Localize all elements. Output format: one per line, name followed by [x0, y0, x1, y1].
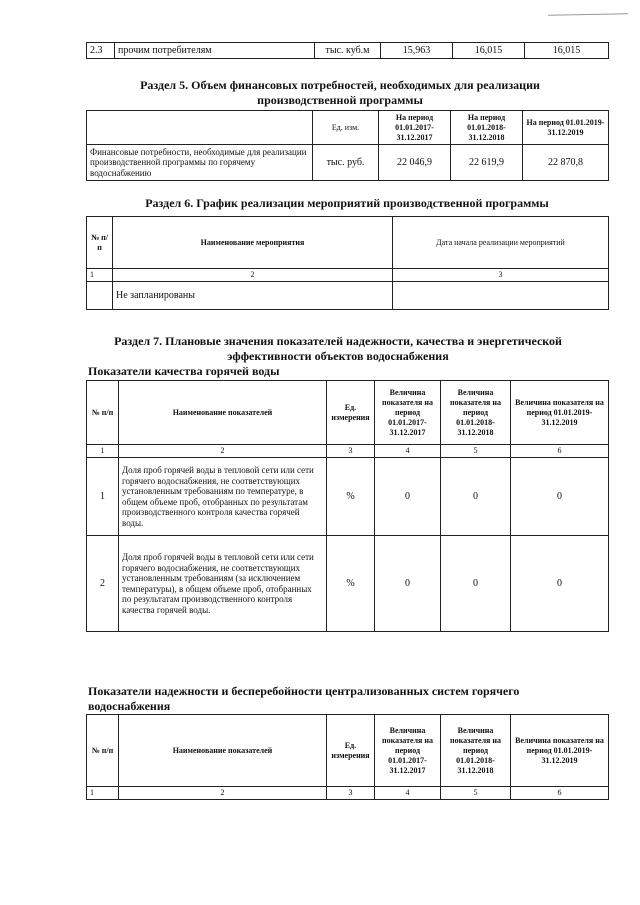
section5-title: Раздел 5. Объем финансовых потребностей, необходимых для реализации производственной программы [140, 78, 540, 107]
header-cell: № п/п [87, 715, 119, 787]
row-value-2017: 22 046,9 [379, 145, 451, 181]
row-unit: тыс. руб. [313, 145, 379, 181]
section6-title: Раздел 6. График реализации мероприятий производственной программы [145, 196, 549, 210]
row-unit: тыс. куб.м [315, 43, 381, 59]
index-cell: 4 [375, 445, 441, 458]
index-cell: 6 [511, 787, 609, 800]
row-number: 2.3 [87, 43, 115, 59]
row-number: 2 [87, 536, 119, 632]
section7-subtitle: Показатели качества горячей воды [88, 364, 280, 378]
header-cell: Величина показателя на период 01.01.2019-31.12.2019 [511, 381, 609, 445]
header-cell: Величина показателя на период 01.01.2018-31.12.2018 [441, 381, 511, 445]
table-row [87, 145, 609, 181]
header-cell: Наименование показателей [119, 381, 327, 445]
section6-table [86, 216, 609, 310]
header-cell: Величина показателя на период 01.01.2019-31.12.2019 [511, 715, 609, 787]
header-cell: № п/п [87, 381, 119, 445]
table-header-row [87, 715, 609, 787]
row-unit: % [327, 536, 375, 632]
section8-table [86, 714, 609, 800]
index-cell: 5 [441, 787, 511, 800]
index-cell: 1 [87, 445, 119, 458]
row-value-2018: 22 619,9 [451, 145, 523, 181]
section8-subtitle: Показатели надежности и бесперебойности централизованных систем горячего водоснабжения [88, 684, 520, 713]
row-name: Финансовые потребности, необходимые для реализации производственной программы по горячему водоснабжению [87, 145, 313, 181]
header-cell: Ед. измерения [327, 715, 375, 787]
header-cell: Величина показателя на период 01.01.2017-31.12.2017 [375, 381, 441, 445]
section7-title: Раздел 7. Плановые значения показателей надежности, качества и энергетической эффективности объектов водоснабжения [114, 334, 562, 363]
index-cell: 4 [375, 787, 441, 800]
row-value-2019: 16,015 [525, 43, 609, 59]
table-header-row [87, 381, 609, 445]
row-value-2017: 0 [375, 458, 441, 536]
header-cell: На период 01.01.2018-31.12.2018 [451, 111, 523, 145]
top-table [86, 42, 609, 59]
index-cell: 3 [327, 445, 375, 458]
table-header-row [87, 217, 609, 269]
index-row [87, 445, 609, 458]
header-cell: Наименование мероприятия [113, 217, 393, 269]
row-number: 1 [87, 458, 119, 536]
row-value-2019: 0 [511, 536, 609, 632]
table-row [87, 536, 609, 632]
header-cell: № п/п [87, 217, 113, 269]
index-cell: 3 [393, 269, 609, 282]
index-cell: 2 [119, 445, 327, 458]
row-value-2017: 15,963 [381, 43, 453, 59]
row-value-2019: 22 870,8 [523, 145, 609, 181]
index-cell: 1 [87, 269, 113, 282]
table-row [87, 458, 609, 536]
row-value-2018: 0 [441, 458, 511, 536]
row-date [393, 282, 609, 310]
index-row [87, 787, 609, 800]
header-cell: Наименование показателей [119, 715, 327, 787]
row-value-2017: 0 [375, 536, 441, 632]
index-row [87, 269, 609, 282]
row-value-2018: 0 [441, 536, 511, 632]
header-cell: Величина показателя на период 01.01.2017-31.12.2017 [375, 715, 441, 787]
table-row [87, 282, 609, 310]
row-name: прочим потребителям [115, 43, 315, 59]
header-cell: На период 01.01.2019-31.12.2019 [523, 111, 609, 145]
index-cell: 2 [113, 269, 393, 282]
header-cell: Ед. измерения [327, 381, 375, 445]
row-name: Доля проб горячей воды в тепловой сети или сети горячего водоснабжения, не соответствующих установленным требованиям по температуре, в общем объеме проб, отобранных по результатам производственного контроля качества горячей воды. [119, 458, 327, 536]
header-cell: Величина показателя на период 01.01.2018-31.12.2018 [441, 715, 511, 787]
row-unit: % [327, 458, 375, 536]
header-cell [87, 111, 313, 145]
row-name: Не запланированы [113, 282, 393, 310]
section7-table [86, 380, 609, 632]
index-cell: 3 [327, 787, 375, 800]
header-cell: Дата начала реализации мероприятий [393, 217, 609, 269]
section5-table [86, 110, 609, 181]
row-number [87, 282, 113, 310]
table-header-row [87, 111, 609, 145]
row-name: Доля проб горячей воды в тепловой сети или сети горячего водоснабжения, не соответствующих установленным требованиям (за исключением температуры), в общем объеме проб, отобранных по результатам производственного контроля качества горячей воды. [119, 536, 327, 632]
index-cell: 2 [119, 787, 327, 800]
table-row [87, 43, 609, 59]
header-cell: Ед. изм. [313, 111, 379, 145]
scan-mark [548, 13, 628, 15]
index-cell: 6 [511, 445, 609, 458]
row-value-2018: 16,015 [453, 43, 525, 59]
index-cell: 1 [87, 787, 119, 800]
row-value-2019: 0 [511, 458, 609, 536]
header-cell: На период 01.01.2017-31.12.2017 [379, 111, 451, 145]
index-cell: 5 [441, 445, 511, 458]
